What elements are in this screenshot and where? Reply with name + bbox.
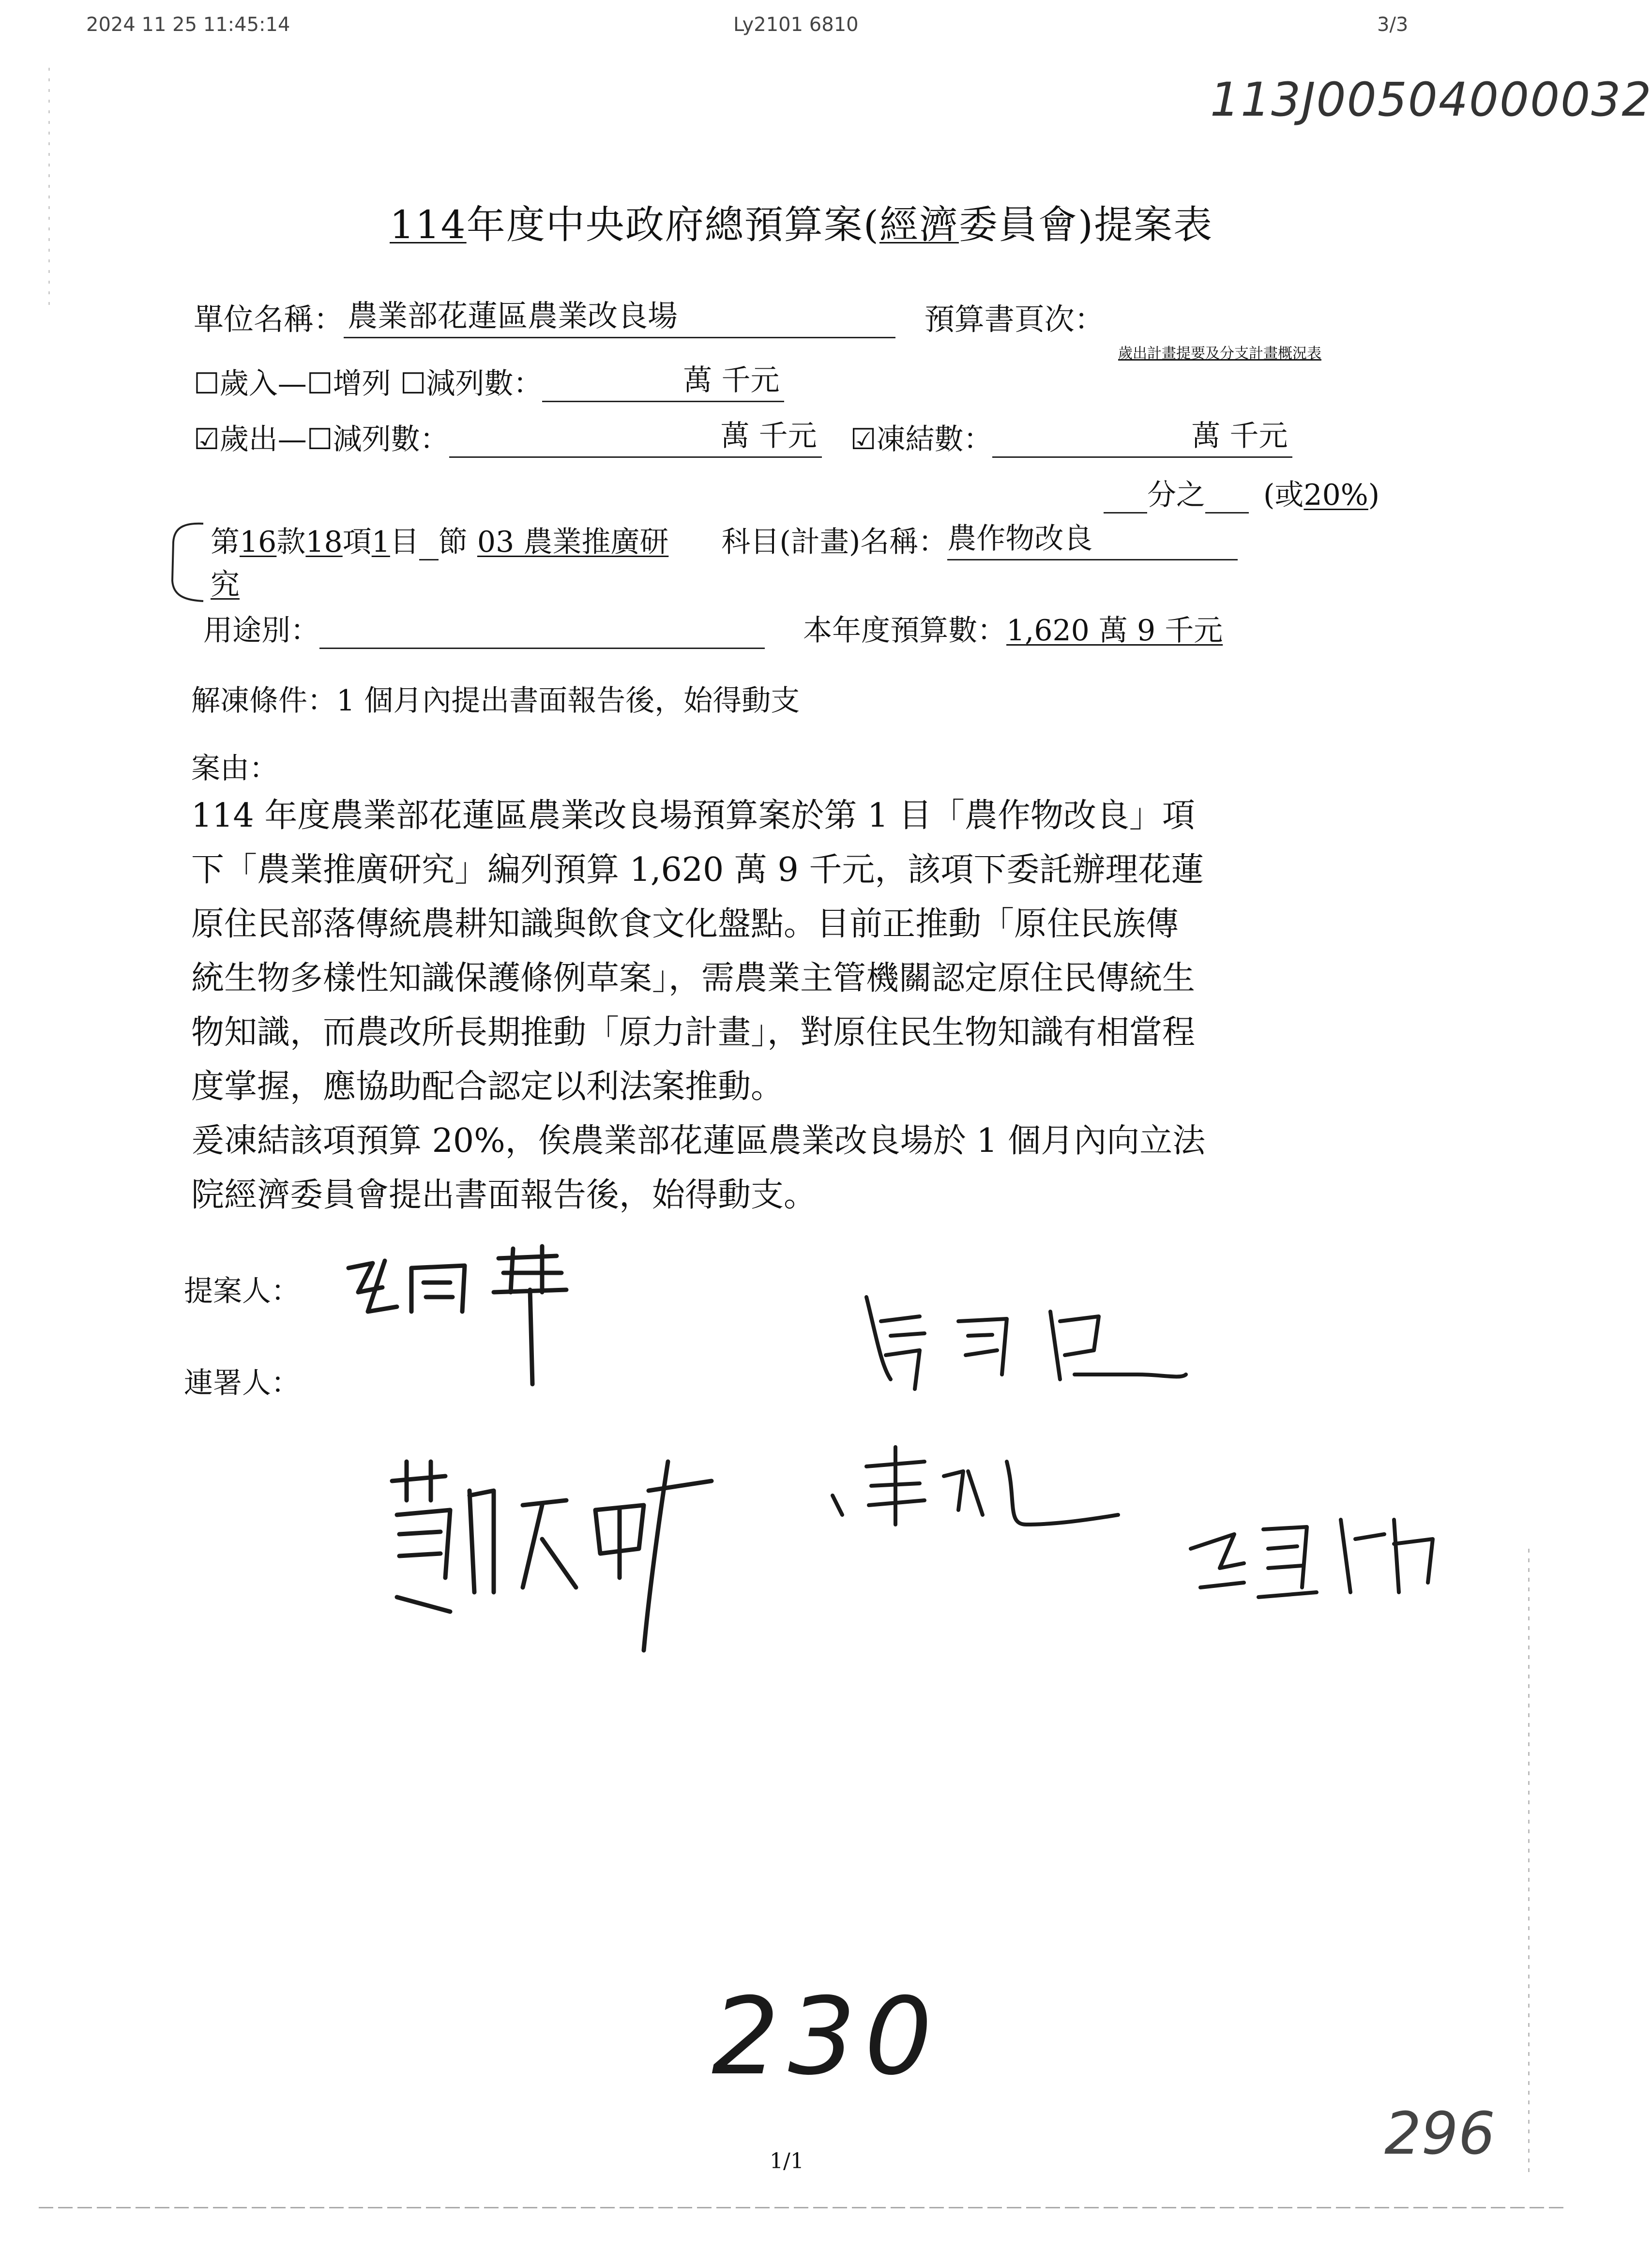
cosigner-label: 連署人： [184, 1366, 300, 1400]
reason-line: 度掌握，應協助配合認定以利法案推動。 [191, 1068, 784, 1106]
section-prefix: 第 [211, 525, 240, 559]
expenditure-amount-line [449, 419, 822, 458]
title-end: 委員會)提案表 [958, 202, 1213, 247]
section-mu-label: 目 [390, 525, 419, 559]
section-plan-continuation [211, 561, 240, 603]
document-number: 113J00504000032 [1210, 73, 1652, 127]
revenue-row [194, 361, 784, 402]
scan-artifact-left [48, 68, 50, 310]
cosigner-signature-3 [378, 1452, 726, 1660]
page-title [390, 194, 1213, 249]
section-jie-label: 節 [438, 525, 468, 559]
fax-timestamp: 2024 11 25 11:45:14 [86, 14, 290, 36]
fraction-close: ) [1368, 478, 1380, 512]
purpose-label: 用途別： [203, 614, 319, 648]
handwritten-corner-number: 296 [1384, 2100, 1496, 2168]
unfreeze-condition: 解凍條件：1 個月內提出書面報告後，始得動支 [191, 684, 800, 718]
section-kuan-label: 款 [276, 525, 306, 559]
reason-line: 統生物多樣性知識保護條例草案」，需農業主管機關認定原住民傳統生 [191, 959, 1196, 997]
scan-artifact-right [1528, 1549, 1530, 2178]
reason-line: 下「農業推廣研究」編列預算 1,620 萬 9 千元，該項下委託辦理花蓮 [191, 851, 1204, 889]
footer-page-number: 1/1 [770, 2149, 804, 2174]
budget-page-label: 預算書頁次： [924, 302, 1105, 337]
subject-value-line [947, 522, 1238, 560]
handwritten-page-number: 230 [712, 1975, 941, 2099]
unit-row [194, 295, 1105, 338]
fraction-text: 分之 [1147, 478, 1205, 512]
section-xiang-value: 18 [305, 525, 343, 559]
fraction-or: (或 [1263, 478, 1304, 512]
section-jie-blank [419, 528, 439, 560]
revenue-label: ☐歲入—☐增列 ☐減列數： [194, 367, 543, 401]
section-xiang-label: 項 [342, 525, 372, 559]
reason-line: 114 年度農業部花蓮區農業改良場預算案於第 1 目「農作物改良」項 [191, 797, 1195, 835]
reason-line: 原住民部落傳統農耕知識與飲食文化盤點。目前正推動「原住民族傳 [191, 905, 1179, 943]
revenue-unit: 萬 千元 [683, 363, 780, 397]
section-mu-value: 1 [371, 525, 390, 559]
fraction-numerator-line [1104, 481, 1147, 513]
revenue-amount-line [542, 363, 784, 402]
subject-value: 農作物改良 [947, 522, 1093, 556]
fraction-percent: 20% [1303, 478, 1368, 512]
title-committee: 經濟 [879, 202, 959, 247]
freeze-label: ☑凍結數： [850, 423, 993, 456]
title-middle: 年度中央政府總預算案( [466, 202, 879, 247]
proposer-label: 提案人： [184, 1274, 300, 1308]
cosigner-signature-4 [1181, 1500, 1442, 1612]
section-plan-cont: 究 [211, 568, 240, 602]
handwritten-bracket [165, 518, 208, 605]
reason-label: 案由： [191, 752, 278, 785]
budget-page-note: 歲出計畫提要及分支計畫概況表 [1118, 345, 1321, 362]
fraction-row [1104, 472, 1379, 513]
freeze-amount-line [992, 419, 1292, 458]
reason-line: 物知識，而農改所長期推動「原力計畫」，對原住民生物知識有相當程 [191, 1013, 1196, 1052]
purpose-line [319, 617, 765, 649]
unit-value: 農業部花蓮區農業改良場 [348, 298, 678, 333]
subject-label: 科目(計畫)名稱： [721, 525, 948, 559]
expenditure-unit: 萬 千元 [720, 419, 817, 453]
scan-artifact-bottom [39, 2207, 1563, 2208]
current-budget-label: 本年度預算數： [803, 614, 1007, 648]
current-budget-value: 1,620 萬 9 千元 [1006, 614, 1223, 648]
section-plan: 03 農業推廣研 [477, 525, 669, 559]
purpose-row [203, 607, 1223, 649]
reason-body [191, 789, 1205, 1223]
fax-id: Ly2101 6810 [733, 14, 859, 36]
cosigner-signature-1 [847, 1278, 1196, 1423]
section-row [211, 519, 1238, 560]
freeze-unit: 萬 千元 [1191, 419, 1288, 453]
section-kuan-value: 16 [240, 525, 277, 559]
expenditure-label: ☑歲出—☐減列數： [194, 423, 449, 456]
unit-value-line [344, 298, 895, 338]
expenditure-row [194, 416, 1292, 458]
fax-page: 3/3 [1377, 14, 1409, 36]
reason-line: 爰凍結該項預算 20%，俟農業部花蓮區農業改良場於 1 個月內向立法 [191, 1122, 1206, 1160]
proposer-signature [339, 1239, 610, 1404]
title-year: 114 [390, 202, 467, 247]
unit-label: 單位名稱： [194, 302, 344, 337]
cosigner-signature-2 [823, 1442, 1123, 1554]
reason-line: 院經濟委員會提出書面報告後，始得動支。 [191, 1176, 817, 1214]
fraction-denominator-line [1205, 481, 1249, 513]
